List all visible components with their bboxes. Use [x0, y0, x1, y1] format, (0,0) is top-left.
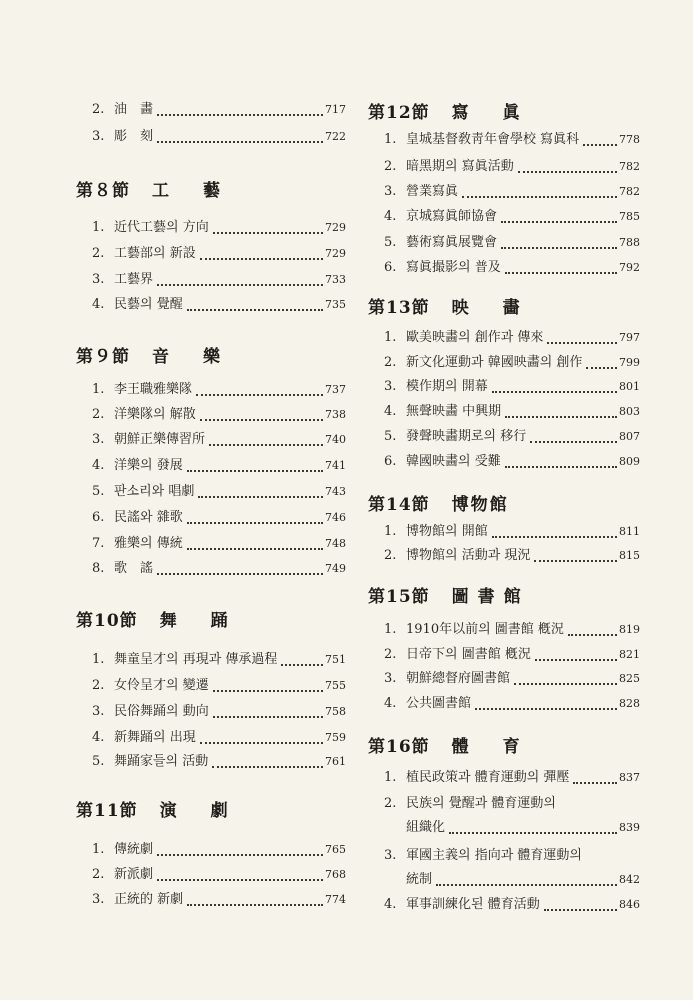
- entry-title: 舞踊家들의 活動: [114, 754, 209, 769]
- entry-page: 792: [619, 261, 640, 274]
- entry-page: 837: [619, 771, 640, 784]
- entry-page: 741: [325, 459, 346, 472]
- toc-entry: [92, 865, 346, 885]
- entry-number: 4.: [92, 297, 105, 312]
- dot-leader: [518, 170, 617, 173]
- entry-number: 2.: [92, 102, 105, 117]
- section-title: 工藝: [152, 181, 254, 201]
- entry-title: 朝鮮總督府圖書館: [406, 671, 511, 686]
- entry-page: 729: [325, 221, 346, 234]
- entry-title: 1910年以前의 圖書館 槪況: [406, 622, 564, 637]
- entry-page: 748: [325, 537, 346, 550]
- toc-entry: [92, 456, 346, 476]
- entry-number: 6.: [384, 454, 397, 469]
- entry-page: 807: [619, 430, 640, 443]
- entry-number: 7.: [92, 536, 105, 551]
- toc-entry: [92, 728, 346, 748]
- entry-number: 2.: [92, 407, 105, 422]
- section-heading: [76, 606, 262, 631]
- entry-number: 1.: [92, 382, 105, 397]
- dot-leader: [157, 878, 323, 881]
- toc-entry: [384, 452, 640, 472]
- dot-leader: [583, 143, 617, 146]
- entry-title: 無聲映畵 中興期: [406, 404, 502, 419]
- toc-entry: [384, 669, 640, 689]
- section-title: 映畵: [451, 298, 554, 318]
- dot-leader: [157, 572, 323, 575]
- entry-title: 傳統劇: [114, 842, 154, 857]
- entry-page: 729: [325, 247, 346, 260]
- dot-leader: [200, 257, 323, 260]
- section-heading: [368, 732, 554, 757]
- entry-number: 3.: [384, 848, 397, 863]
- entry-number: 4.: [384, 209, 397, 224]
- dot-leader: [213, 231, 323, 234]
- dot-leader: [187, 547, 323, 550]
- entry-number: 2.: [92, 867, 105, 882]
- section-title: 寫眞: [451, 103, 554, 123]
- dot-leader: [198, 495, 323, 498]
- entry-title: 近代工藝의 方向: [114, 220, 209, 235]
- entry-page: 797: [619, 331, 640, 344]
- dot-leader: [501, 220, 617, 223]
- entry-title: 軍事訓練化된 體育活動: [406, 897, 540, 912]
- section-number: 第12節: [368, 103, 430, 123]
- section-number: 第10節: [76, 611, 138, 631]
- dot-leader: [586, 366, 617, 369]
- entry-number: 3.: [92, 704, 105, 719]
- entry-number: 5.: [92, 754, 105, 769]
- section-number: 第11節: [76, 801, 138, 821]
- dot-leader: [200, 741, 323, 744]
- toc-entry-line: [384, 846, 582, 866]
- entry-title: 暗黑期의 寫眞活動: [406, 159, 514, 174]
- dot-leader: [462, 195, 617, 198]
- toc-entry: [92, 890, 346, 910]
- entry-number: 8.: [92, 561, 105, 576]
- entry-page: 809: [619, 455, 640, 468]
- entry-page: 758: [325, 705, 346, 718]
- entry-title: 皇城基督敎靑年會學校 寫眞科: [406, 132, 580, 147]
- entry-page: 821: [619, 648, 640, 661]
- entry-title: 韓國映畵의 受難: [406, 454, 501, 469]
- dot-leader: [534, 559, 617, 562]
- dot-leader: [492, 535, 617, 538]
- entry-number: 1.: [384, 330, 397, 345]
- toc-entry: [92, 559, 346, 579]
- section-title: 演劇: [159, 801, 262, 821]
- entry-page: 746: [325, 511, 346, 524]
- entry-page: 735: [325, 298, 346, 311]
- entry-title-continued: 統制: [406, 872, 433, 887]
- entry-page: 842: [619, 873, 640, 886]
- toc-entry: [92, 100, 346, 120]
- toc-entry: [384, 377, 640, 397]
- toc-entry: [406, 818, 640, 838]
- toc-entry: [92, 482, 346, 502]
- entry-number: 5.: [384, 235, 397, 250]
- entry-number: 1.: [384, 770, 397, 785]
- dot-leader: [187, 903, 323, 906]
- entry-page: 782: [619, 160, 640, 173]
- dot-leader: [449, 831, 617, 834]
- entry-title: 李王職雅樂隊: [114, 382, 193, 397]
- dot-leader: [200, 418, 323, 421]
- entry-title: 公共圖書館: [406, 696, 472, 711]
- section-number: 第13節: [368, 298, 430, 318]
- entry-page: 743: [325, 485, 346, 498]
- entry-page: 799: [619, 356, 640, 369]
- entry-title: 新派劇: [114, 867, 154, 882]
- dot-leader: [492, 390, 617, 393]
- toc-entry: [92, 702, 346, 722]
- entry-title: 工藝部의 新設: [114, 246, 196, 261]
- dot-leader: [212, 765, 323, 768]
- entry-page: 846: [619, 898, 640, 911]
- toc-entry: [384, 353, 640, 373]
- section-heading: [76, 176, 254, 201]
- section-number: 第16節: [368, 737, 430, 757]
- entry-number: 6.: [384, 260, 397, 275]
- dot-leader: [501, 246, 617, 249]
- entry-page: 737: [325, 383, 346, 396]
- entry-number: 3.: [92, 432, 105, 447]
- entry-page: 738: [325, 408, 346, 421]
- entry-title: 판소리와 唱劇: [114, 484, 195, 499]
- entry-title-continued: 組織化: [406, 820, 446, 835]
- entry-page: 759: [325, 731, 346, 744]
- toc-entry: [92, 534, 346, 554]
- toc-entry: [384, 182, 640, 202]
- entry-title: 工藝界: [114, 272, 154, 287]
- entry-title: 朝鮮正樂傳習所: [114, 432, 206, 447]
- toc-entry: [92, 840, 346, 860]
- section-title: 圖書館: [451, 587, 530, 607]
- entry-title: 京城寫眞師協會: [406, 209, 498, 224]
- dot-leader: [514, 682, 617, 685]
- entry-title: 軍國主義의 指向과 體育運動의: [406, 848, 582, 863]
- entry-title: 歌 謠: [114, 561, 154, 576]
- toc-entry: [92, 650, 346, 670]
- entry-page: 761: [325, 755, 346, 768]
- entry-number: 1.: [92, 842, 105, 857]
- toc-entry: [384, 620, 640, 640]
- entry-number: 2.: [384, 159, 397, 174]
- entry-title: 洋樂隊의 解散: [114, 407, 196, 422]
- entry-page: 722: [325, 130, 346, 143]
- section-title: 舞踊: [159, 611, 262, 631]
- entry-page: 755: [325, 679, 346, 692]
- entry-title: 民謠와 雜歌: [114, 510, 183, 525]
- entry-title: 藝術寫眞展覽會: [406, 235, 498, 250]
- entry-title: 博物館의 開館: [406, 524, 488, 539]
- entry-number: 3.: [384, 184, 397, 199]
- entry-number: 1.: [92, 652, 105, 667]
- section-title: 體育: [451, 737, 554, 757]
- entry-number: 5.: [384, 429, 397, 444]
- entry-number: 1.: [92, 220, 105, 235]
- dot-leader: [157, 140, 323, 143]
- dot-leader: [157, 113, 323, 116]
- dot-leader: [573, 781, 617, 784]
- section-heading: [76, 796, 262, 821]
- entry-title: 油 畵: [114, 102, 154, 117]
- toc-entry: [384, 328, 640, 348]
- entry-page: 803: [619, 405, 640, 418]
- entry-number: 6.: [92, 510, 105, 525]
- entry-number: 4.: [92, 730, 105, 745]
- entry-title: 女伶呈才의 變遷: [114, 678, 209, 693]
- entry-number: 2.: [384, 796, 397, 811]
- entry-page: 733: [325, 273, 346, 286]
- entry-title: 日帝下의 圖書館 槪況: [406, 647, 531, 662]
- section-number: 第８節: [76, 181, 130, 201]
- entry-page: 768: [325, 868, 346, 881]
- dot-leader: [475, 707, 617, 710]
- entry-page: 765: [325, 843, 346, 856]
- entry-page: 825: [619, 672, 640, 685]
- toc-entry: [92, 295, 346, 315]
- entry-page: 839: [619, 821, 640, 834]
- entry-page: 774: [325, 893, 346, 906]
- dot-leader: [213, 689, 323, 692]
- dot-leader: [157, 283, 323, 286]
- entry-number: 3.: [92, 272, 105, 287]
- entry-number: 4.: [92, 458, 105, 473]
- entry-page: 785: [619, 210, 640, 223]
- section-title: 博物館: [451, 495, 509, 515]
- entry-title: 寫眞撮影의 普及: [406, 260, 501, 275]
- entry-title: 民族의 覺醒과 體育運動의: [406, 796, 556, 811]
- toc-entry: [92, 508, 346, 528]
- entry-page: 751: [325, 653, 346, 666]
- entry-title: 洋樂의 發展: [114, 458, 183, 473]
- toc-entry: [92, 127, 346, 147]
- dot-leader: [530, 440, 617, 443]
- toc-entry: [384, 694, 640, 714]
- entry-title: 彫 刻: [114, 129, 154, 144]
- entry-title: 營業寫眞: [406, 184, 459, 199]
- entry-title: 模作期의 開幕: [406, 379, 488, 394]
- entry-title: 新舞踊의 出現: [114, 730, 196, 745]
- section-heading: [368, 490, 509, 515]
- entry-page: 740: [325, 433, 346, 446]
- entry-title: 舞童呈才의 再現과 傳承過程: [114, 652, 278, 667]
- section-heading: [368, 582, 530, 607]
- section-number: 第15節: [368, 587, 430, 607]
- toc-entry: [384, 207, 640, 227]
- entry-page: 828: [619, 697, 640, 710]
- toc-entry: [92, 405, 346, 425]
- section-heading: [76, 342, 254, 367]
- entry-title: 發聲映畵期로의 移行: [406, 429, 527, 444]
- section-heading: [368, 293, 554, 318]
- dot-leader: [505, 415, 617, 418]
- section-title: 音樂: [152, 347, 254, 367]
- entry-number: 3.: [384, 671, 397, 686]
- entry-page: 819: [619, 623, 640, 636]
- entry-page: 778: [619, 133, 640, 146]
- dot-leader: [281, 663, 323, 666]
- toc-entry: [92, 430, 346, 450]
- dot-leader: [187, 308, 323, 311]
- dot-leader: [505, 465, 617, 468]
- toc-entry: [384, 768, 640, 788]
- entry-page: 815: [619, 549, 640, 562]
- entry-number: 1.: [384, 622, 397, 637]
- dot-leader: [544, 908, 617, 911]
- entry-number: 3.: [92, 892, 105, 907]
- toc-entry-line: [384, 794, 556, 814]
- entry-title: 博物館의 活動과 現況: [406, 548, 531, 563]
- toc-entry: [92, 752, 346, 772]
- dot-leader: [505, 271, 617, 274]
- toc-entry: [92, 244, 346, 264]
- toc-entry: [384, 895, 640, 915]
- entry-title: 民俗舞踊의 動向: [114, 704, 209, 719]
- dot-leader: [547, 341, 617, 344]
- dot-leader: [187, 521, 323, 524]
- entry-number: 4.: [384, 897, 397, 912]
- entry-number: 2.: [384, 355, 397, 370]
- toc-entry: [384, 233, 640, 253]
- toc-entry: [406, 870, 640, 890]
- entry-number: 1.: [384, 524, 397, 539]
- entry-number: 3.: [92, 129, 105, 144]
- entry-number: 3.: [384, 379, 397, 394]
- entry-number: 2.: [384, 548, 397, 563]
- entry-number: 4.: [384, 696, 397, 711]
- entry-title: 植民政策과 體育運動의 彈壓: [406, 770, 570, 785]
- section-heading: [368, 98, 554, 123]
- entry-number: 4.: [384, 404, 397, 419]
- dot-leader: [196, 393, 323, 396]
- toc-entry: [384, 427, 640, 447]
- toc-entry: [384, 130, 640, 150]
- section-number: 第14節: [368, 495, 430, 515]
- toc-entry: [384, 546, 640, 566]
- entry-title: 新文化運動과 韓國映畵의 創作: [406, 355, 583, 370]
- entry-page: 782: [619, 185, 640, 198]
- dot-leader: [436, 883, 617, 886]
- dot-leader: [157, 853, 323, 856]
- toc-entry: [384, 402, 640, 422]
- dot-leader: [213, 715, 323, 718]
- entry-page: 801: [619, 380, 640, 393]
- entry-number: 5.: [92, 484, 105, 499]
- toc-entry: [92, 218, 346, 238]
- toc-entry: [384, 258, 640, 278]
- toc-entry: [384, 645, 640, 665]
- entry-page: 717: [325, 103, 346, 116]
- toc-entry: [384, 157, 640, 177]
- entry-number: 2.: [384, 647, 397, 662]
- entry-number: 1.: [384, 132, 397, 147]
- dot-leader: [209, 443, 323, 446]
- entry-title: 雅樂의 傳統: [114, 536, 183, 551]
- entry-page: 749: [325, 562, 346, 575]
- entry-title: 民藝의 覺醒: [114, 297, 183, 312]
- dot-leader: [187, 469, 323, 472]
- toc-entry: [92, 676, 346, 696]
- entry-page: 811: [619, 525, 640, 538]
- entry-title: 正統的 新劇: [114, 892, 184, 907]
- entry-number: 2.: [92, 678, 105, 693]
- section-number: 第９節: [76, 347, 130, 367]
- dot-leader: [568, 633, 617, 636]
- entry-title: 歐美映畵의 創作과 傳來: [406, 330, 544, 345]
- dot-leader: [535, 658, 617, 661]
- toc-entry: [92, 380, 346, 400]
- toc-entry: [92, 270, 346, 290]
- entry-page: 788: [619, 236, 640, 249]
- entry-number: 2.: [92, 246, 105, 261]
- toc-entry: [384, 522, 640, 542]
